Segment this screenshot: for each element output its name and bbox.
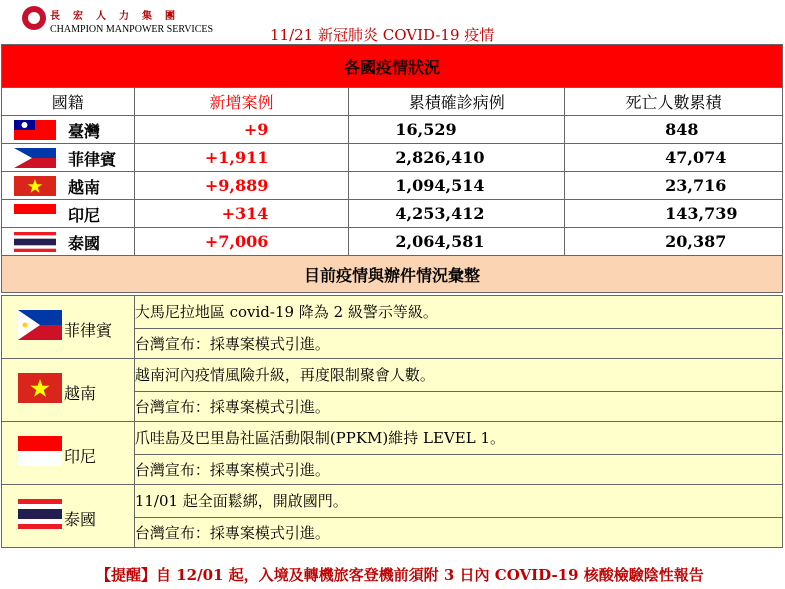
summary-row: [2, 296, 783, 329]
cumulative-cases: 4,253,412: [349, 200, 565, 228]
deaths: 47,074: [565, 144, 783, 172]
summary-row: [2, 359, 783, 392]
deaths: 848: [565, 116, 783, 144]
thailand-flag-icon: [18, 499, 62, 529]
company-name-zh: 長宏人力集團: [50, 11, 188, 22]
policy-line: 台灣宣布：採專案模式引進。: [134, 517, 782, 547]
header: [0, 0, 785, 44]
policy-line: 台灣宣布：採專案模式引進。: [134, 328, 782, 358]
cumulative-cases: 2,064,581: [349, 228, 565, 256]
country-name: 印尼: [68, 206, 101, 225]
new-cases: +9,889: [134, 172, 349, 200]
deaths: 143,739: [565, 200, 783, 228]
company-name-en: CHAMPION MANPOWER SERVICES: [50, 24, 214, 35]
vietnam-flag-icon: [18, 373, 62, 403]
col-header-cumulative: 累積確診病例: [349, 88, 565, 116]
deaths: 23,716: [565, 172, 783, 200]
indonesia-flag-icon: [14, 204, 56, 224]
country-name: 泰國: [64, 510, 97, 529]
new-cases: +7,006: [134, 228, 349, 256]
status-line: 爪哇島及巴里島社區活動限制(PPKM)維持 LEVEL 1。: [134, 422, 782, 455]
summary-section-title: 目前疫情與辦件情況彙整: [2, 256, 783, 293]
indonesia-flag-icon: [18, 436, 62, 466]
stats-table: [1, 44, 783, 293]
summary-row: [2, 485, 783, 518]
taiwan-flag-icon: [14, 120, 56, 140]
status-line: 11/01 起全面鬆綁，開啟國門。: [134, 485, 782, 518]
thailand-flag-icon: [14, 232, 56, 252]
footer-reminder: 【提醒】自 12/01 起，入境及轉機旅客登機前須附 3 日內 COVID-19 核酸檢驗陰性報告: [96, 566, 704, 584]
country-name: 越南: [64, 384, 97, 403]
philippines-flag-icon: [18, 310, 62, 340]
table-row: [2, 228, 783, 256]
table-row: [2, 144, 783, 172]
country-name: 菲律賓: [68, 150, 117, 169]
page-title: 11/21 新冠肺炎 COVID-19 疫情: [270, 26, 495, 44]
summary-row: [2, 422, 783, 455]
col-header-deaths: 死亡人數累積: [565, 88, 783, 116]
cumulative-cases: 16,529: [349, 116, 565, 144]
country-name: 菲律賓: [64, 321, 113, 340]
company-logo-icon: [22, 6, 46, 30]
status-line: 大馬尼拉地區 covid-19 降為 2 級警示等級。: [134, 296, 782, 329]
col-header-country: 國籍: [2, 88, 135, 116]
philippines-flag-icon: [14, 148, 56, 168]
new-cases: +9: [134, 116, 349, 144]
stats-header-row: [2, 88, 783, 116]
policy-line: 台灣宣布：採專案模式引進。: [134, 454, 782, 484]
country-name: 越南: [68, 178, 101, 197]
deaths: 20,387: [565, 228, 783, 256]
country-name: 印尼: [64, 447, 97, 466]
status-line: 越南河內疫情風險升級，再度限制聚會人數。: [134, 359, 782, 392]
policy-line: 台灣宣布：採專案模式引進。: [134, 391, 782, 421]
table-row: [2, 116, 783, 144]
country-name: 臺灣: [68, 122, 101, 141]
table-row: [2, 200, 783, 228]
summary-table: [1, 295, 783, 548]
cumulative-cases: 1,094,514: [349, 172, 565, 200]
country-name: 泰國: [68, 234, 101, 253]
stats-section-title: 各國疫情狀況: [2, 45, 783, 88]
new-cases: +314: [134, 200, 349, 228]
vietnam-flag-icon: [14, 176, 56, 196]
table-row: [2, 172, 783, 200]
col-header-new: 新增案例: [134, 88, 349, 116]
new-cases: +1,911: [134, 144, 349, 172]
cumulative-cases: 2,826,410: [349, 144, 565, 172]
